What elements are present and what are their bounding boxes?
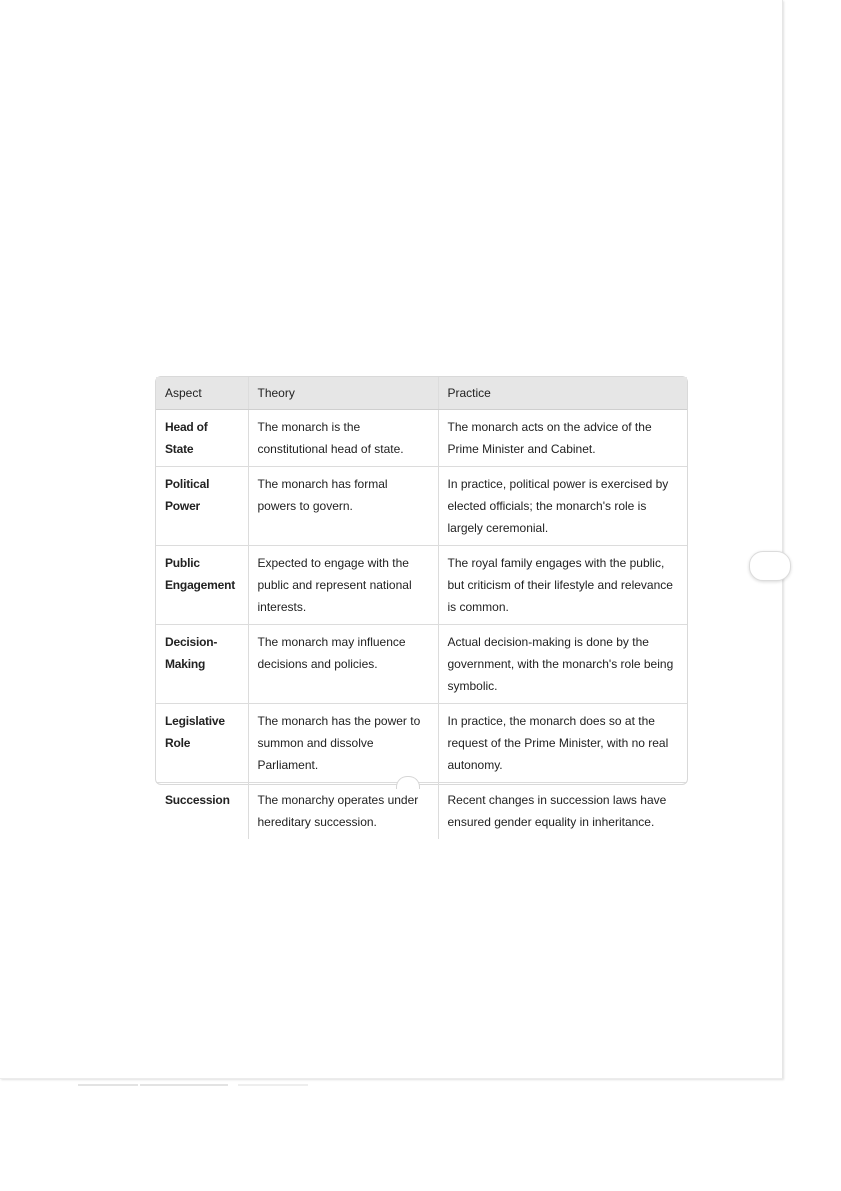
table-row (156, 467, 687, 546)
practice-cell: In practice, political power is exercised by elected officials; the monarch's role is largely ceremonial. (438, 467, 687, 546)
side-panel-tab[interactable] (749, 551, 791, 581)
comparison-table (155, 376, 688, 829)
theory-cell: Expected to engage with the public and represent national interests. (248, 546, 438, 625)
aspect-cell: Decision-Making (156, 625, 248, 704)
practice-cell: Recent changes in succession laws have ensured gender equality in inheritance. (438, 783, 687, 840)
aspect-cell: Public Engagement (156, 546, 248, 625)
table-row (156, 546, 687, 625)
scroll-down-handle[interactable] (396, 776, 420, 789)
theory-cell: The monarch has the power to summon and dissolve Parliament. (248, 704, 438, 783)
table-row (156, 410, 687, 467)
aspect-cell: Succession (156, 783, 248, 840)
aspect-cell: Head of State (165, 420, 208, 456)
aspect-cell: Legislative Role (156, 704, 248, 783)
theory-cell: The monarchy operates under hereditary succession. (248, 783, 438, 840)
table-row (156, 783, 687, 840)
theory-cell: The monarch may influence decisions and policies. (248, 625, 438, 704)
table-row (156, 625, 687, 704)
practice-cell: The monarch acts on the advice of the Prime Minister and Cabinet. (438, 410, 687, 467)
aspect-cell: Political Power (156, 467, 248, 546)
theory-cell: The monarch has formal powers to govern. (248, 467, 438, 546)
footer-rule (78, 1084, 308, 1086)
header-theory: Theory (248, 377, 438, 410)
table-row (156, 704, 687, 783)
theory-cell: The monarch is the constitutional head of state. (248, 410, 438, 467)
header-aspect: Aspect (156, 377, 248, 410)
practice-cell: Actual decision-making is done by the government, with the monarch's role being symbolic. (438, 625, 687, 704)
practice-cell: The royal family engages with the public, but criticism of their lifestyle and relevance is common. (438, 546, 687, 625)
practice-cell: In practice, the monarch does so at the request of the Prime Minister, with no real autonomy. (438, 704, 687, 783)
header-practice: Practice (438, 377, 687, 410)
table-header-row (156, 377, 687, 410)
